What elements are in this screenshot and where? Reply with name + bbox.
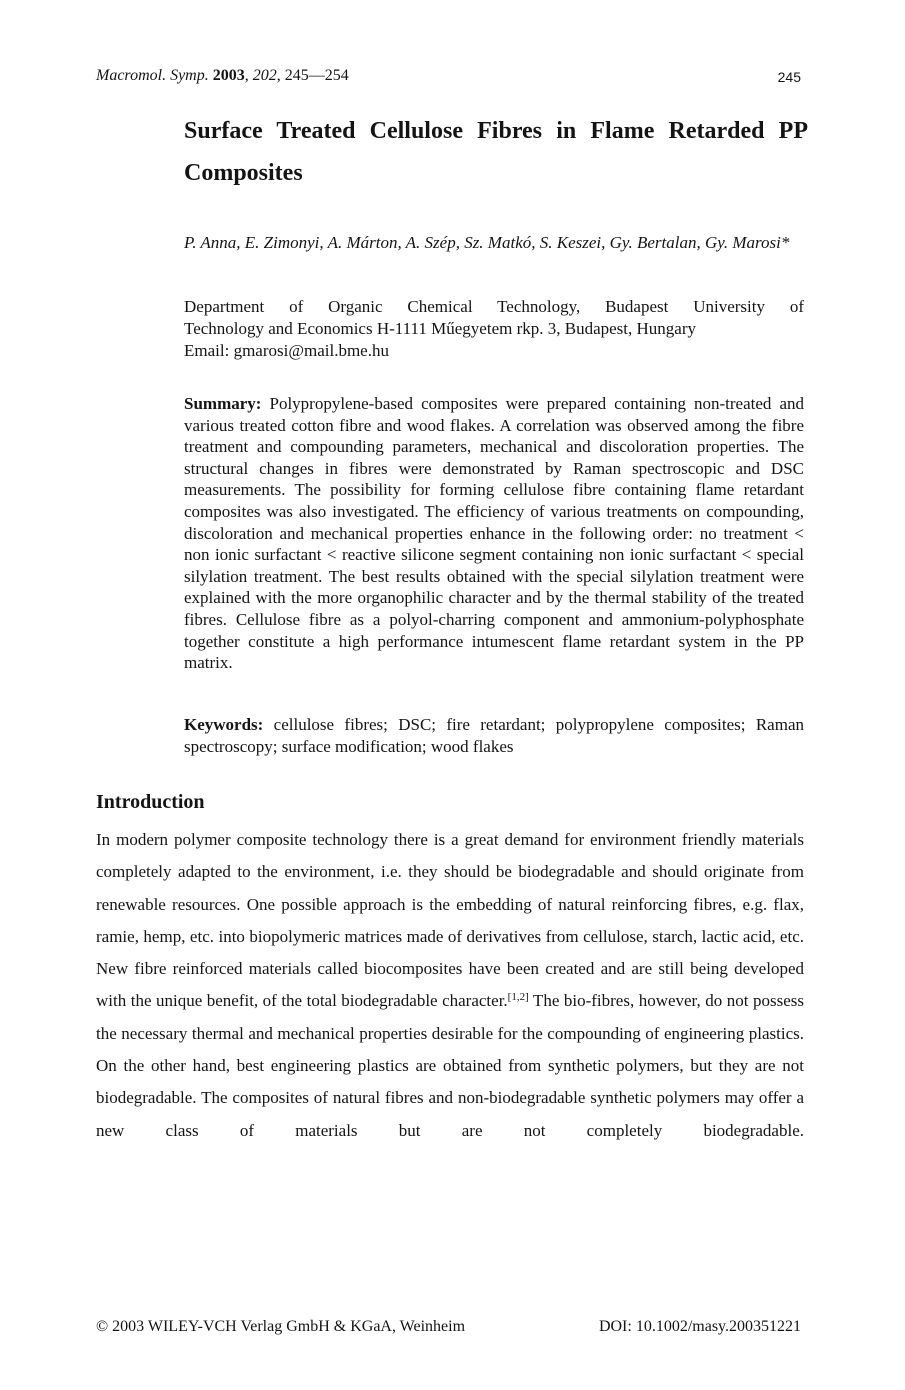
affiliation-line-1: Department of Organic Chemical Technology, Budapest University of [184,297,804,316]
journal-citation: Macromol. Symp. 2003, 202, 245—254 [96,67,349,84]
journal-year: 2003 [212,67,245,84]
author-list: P. Anna, E. Zimonyi, A. Márton, A. Szép, Sz. Matkó, S. Keszei, Gy. Bertalan, Gy. Marosi* [184,233,790,252]
doi: DOI: 10.1002/masy.200351221 [598,1318,801,1335]
introduction-paragraph [96,824,804,1147]
journal-pages: 245—254 [284,67,349,84]
keywords-label: Keywords: [184,715,264,734]
keywords-text: cellulose fibres; DSC; fire retardant; polypropylene composites; Raman spectroscopy; surface modification; wood flakes [184,715,804,756]
author-email: Email: gmarosi@mail.bme.hu [184,341,389,360]
keywords [184,714,804,757]
page-number: 245 [777,69,801,85]
affiliation [184,296,804,362]
copyright-notice: © 2003 WILEY-VCH Verlag GmbH & KGaA, Weinheim [96,1318,466,1335]
citation-reference: [1,2] [507,991,529,1004]
section-heading-introduction: Introduction [96,791,205,813]
abstract-text: Polypropylene-based composites were prepared containing non-treated and various treated cotton fibre and wood flakes. A correlation was observed among the fibre treatment and compounding parameters, mechanical and discoloration properties. The structural changes in fibres were demonstrated by Raman spectroscopic and DSC measurements. The possibility for forming cellulose fibre containing flame retardant composites was also investigated. The efficiency of various treatments on compounding, discoloration and mechanical properties enhance in the following order: no treatment < non ionic surfactant < reactive silicone segment containing non ionic surfactant < special silylation treatment. The best results obtained with the special silylation treatment were explained with the more organophilic character and by the thermal stability of the treated fibres. Cellulose fibre as a polyol-charring component and ammonium-polyphosphate together constitute a high performance intumescent flame retardant system in the PP matrix. [184,394,804,673]
journal-name: Macromol. Symp. [96,67,209,84]
journal-volume: 202 [252,67,277,84]
abstract [184,393,804,674]
paper-title: Surface Treated Cellulose Fibres in Flame Retarded PP Composites [184,118,808,186]
introduction-text-part-2: The bio-fibres, however, do not possess the necessary thermal and mechanical properties desirable for the compounding of engineering plastics. On the other hand, best engineering plastics are obtained from synthetic polymers, but they are not biodegradable. The composites of natural fibres and non-biodegradable synthetic polymers may offer a new class of materials but are not completely biodegradable. [96,991,804,1140]
affiliation-line-2: Technology and Economics H-1111 Műegyetem rkp. 3, Budapest, Hungary [184,319,697,338]
abstract-label: Summary: [184,394,262,413]
introduction-text-part-1: In modern polymer composite technology there is a great demand for environment friendly materials completely adapted to the environment, i.e. they should be biodegradable and should originate from renewable resources. One possible approach is the embedding of natural reinforcing fibres, e.g. flax, ramie, hemp, etc. into biopolymeric matrices made of derivatives from cellulose, starch, lactic acid, etc. New fibre reinforced materials called biocomposites have been created and are still being developed with the unique benefit, of the total biodegradable character. [96,830,804,1011]
